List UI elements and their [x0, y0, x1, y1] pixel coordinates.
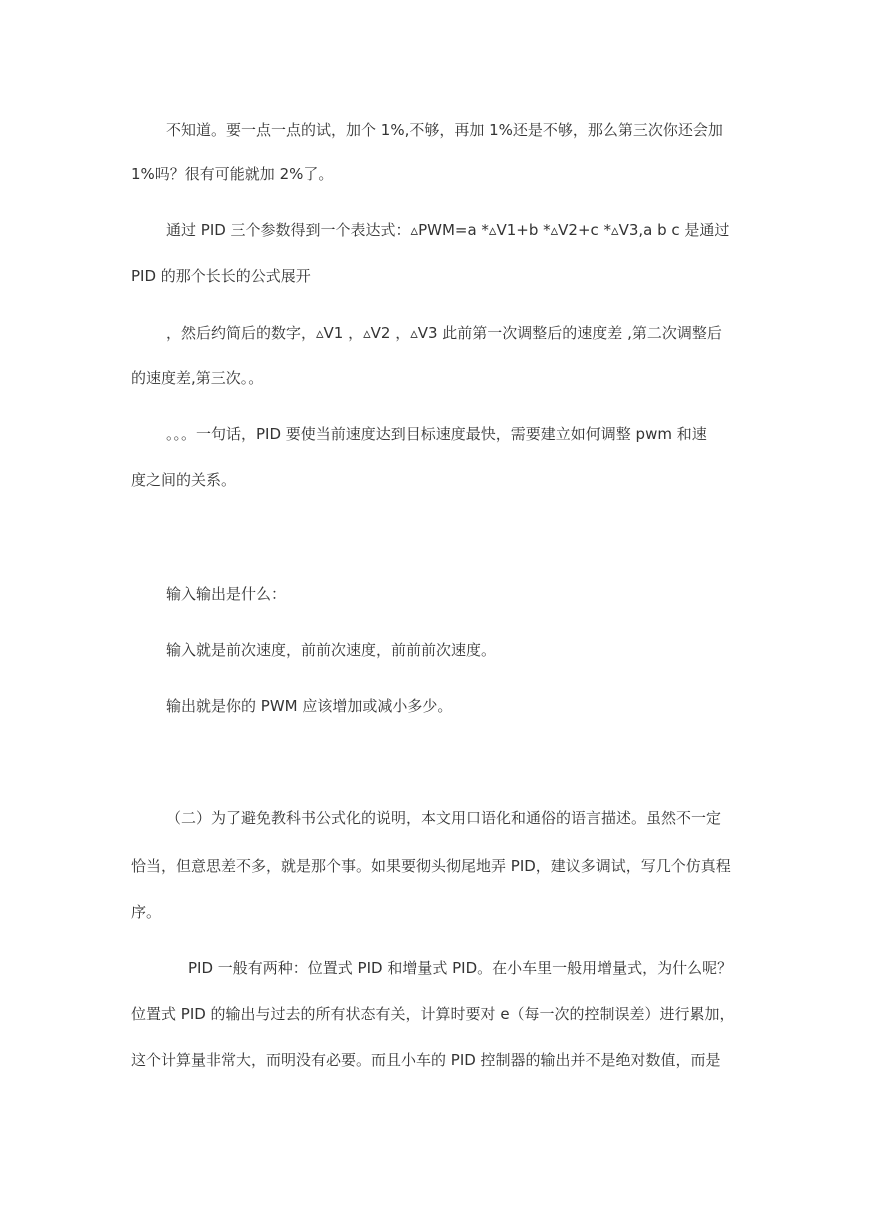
- paragraph-5-line-2: 恰当，但意思差不多，就是那个事。如果要彻头彻尾地弄 PID，建议多调试，写几个仿真程: [131, 857, 731, 875]
- paragraph-1-line-1: 不知道。要一点一点的试，加个 1%,不够，再加 1%还是不够，那么第三次你还会加: [166, 121, 723, 139]
- paragraph-6-line-2: 位置式 PID 的输出与过去的所有状态有关，计算时要对 e（每一次的控制误差）进行累加，: [131, 1005, 735, 1023]
- paragraph-5-line-3: 序。: [131, 903, 162, 921]
- paragraph-2-line-2: PID 的那个长长的公式展开: [131, 267, 311, 285]
- paragraph-4-line-1: 。。。一句话，PID 要使当前速度达到目标速度最快，需要建立如何调整 pwm 和速: [166, 425, 707, 443]
- paragraph-2-line-1: 通过 PID 三个参数得到一个表达式：▵PWM=a *▵V1+b *▵V2+c *▵V3,a b c 是通过: [166, 221, 730, 239]
- paragraph-1-line-2: 1%吗？很有可能就加 2%了。: [131, 165, 334, 183]
- paragraph-output: 输出就是你的 PWM 应该增加或减小多少。: [166, 697, 453, 715]
- paragraph-6-line-1: PID 一般有两种：位置式 PID 和增量式 PID。在小车里一般用增量式，为什么呢？: [188, 959, 733, 977]
- paragraph-6-line-3: 这个计算量非常大，而明没有必要。而且小车的 PID 控制器的输出并不是绝对数值，而是: [131, 1051, 721, 1069]
- paragraph-3-line-2: 的速度差,第三次。。: [131, 369, 264, 387]
- section-heading-io: 输入输出是什么：: [166, 585, 287, 603]
- paragraph-3-line-1: ，然后约简后的数字，▵V1 ，▵V2 ，▵V3 此前第一次调整后的速度差 ,第二次调整后: [166, 324, 722, 342]
- paragraph-5-line-1: （二）为了避免教科书公式化的说明，本文用口语化和通俗的语言描述。虽然不一定: [166, 809, 722, 827]
- paragraph-input: 输入就是前次速度，前前次速度，前前前次速度。: [166, 641, 497, 659]
- paragraph-4-line-2: 度之间的关系。: [131, 471, 237, 489]
